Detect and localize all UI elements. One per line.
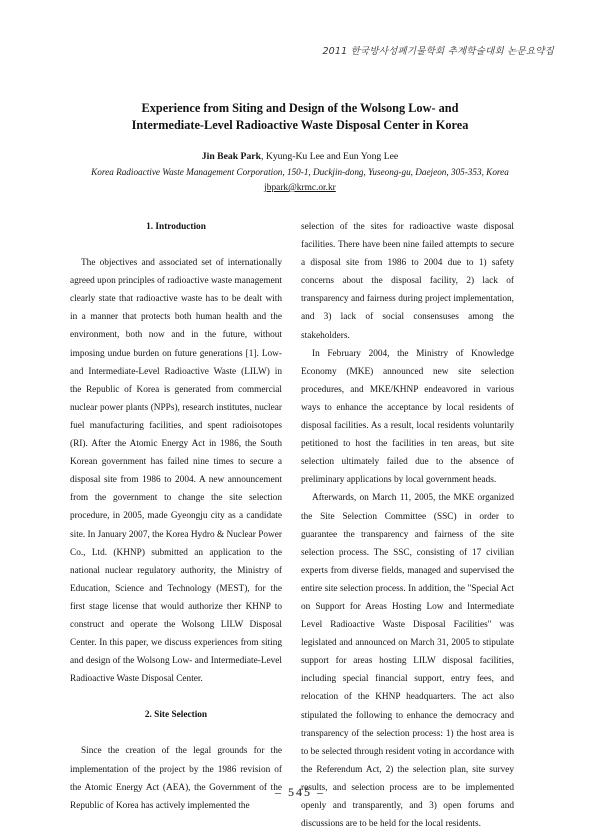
section-heading-introduction: 1. Introduction [146,222,206,232]
co-authors: , Kyung-Ku Lee and Eun Yong Lee [261,151,399,162]
email-link[interactable]: jbpark@krmc.or.kr [264,183,336,193]
site-paragraph-1-continued: selection of the sites for radioactive waste disposal facilities. There have been nine failed attempts to secure a disposal site from 1986 to 2004 due to 1) safety concerns about the disposal facility, 2) lack of transparency and fairness during project implementation, and 3) lack of social consensuses among the stakeholders. [301,222,514,341]
section-heading-site-selection: 2. Site Selection [144,710,208,721]
site-paragraph-3: Afterwards, on March 11, 2005, the MKE organized the Site Selection Committee (SSC) in order to guarantee the transparency and fairness of the site selection process. The SSC, consisting of 17 civilian experts from diverse fields, managed and supervised the entire site selection process. In addition, the "Special Act on Support for Areas Hosting Low and Intermediate Level Radioactive Waste Disposal Facilities" was legislated and announced on March 31, 2005 to stipulate support for areas hosting LILW disposal facilities, including special financial support, entry fees, and relocation of the KHNP headquarters. The act also stipulated the following to enhance the democracy and transparency of the selection process: 1) the host area is to be selected through resident voting in accordance with the Referendum Act, 2) the selection plan, site survey results, and selection process are to be implemented openly and transparently, and 3) open forums and discussions are to be held for the local residents. [301,493,514,830]
page-number: – 545 – [275,785,325,799]
intro-paragraph: The objectives and associated set of internationally agreed upon principles of radioactive waste management clearly state that radioactive waste has to be dealt with in a manner that protects both human health and the environment, both now and in the future, without imposing undue burden on future generations [1]. Low- and Intermediate-Level Radioactive Waste (LILW) in the Republic of Korea is generated from commercial nuclear power plants (NPPs), research institutes, nuclear fuel manufacturing facilities, and spent radioisotopes (RI). After the Atomic Energy Act in 1986, the South Korean government has failed nine times to secure a disposal site from 1986 to 2004. A new announcement from the government to change the site selection procedure, in 2005, made Gyeongju city as a candidate site. In January 2007, the Korea Hydro & Nuclear Power Co., Ltd. (KHNP) submitted an application to the national nuclear regulatory authority, the Ministry of Education, Science and Technology (MEST), for the first stage license that would authorize ther KHNP to construct and operate the Wolsong LILW Disposal Center. In this paper, we discuss experiences from siting and design of the Wolsong Low- and Intermediate-Level Radioactive Waste Disposal Center. [70,258,282,685]
site-paragraph-1-start: Since the creation of the legal grounds for the implementation of the project by the 1986 revision of the Atomic Energy Act (AEA), the Government of the Republic of Korea has actively implemented the [70,746,282,811]
right-column [301,218,514,833]
title-line-1: Experience from Siting and Design of the Wolsong Low- and [141,101,459,115]
corresponding-author: Jin Beak Park [201,151,261,162]
title-line-2: Intermediate-Level Radioactive Waste Disposal Center in Korea [131,118,469,132]
site-paragraph-2: In February 2004, the Ministry of Knowledge Economy (MKE) announced new site selection procedures, and MKE/KHNP endeavored in various ways to enhance the acceptance by local residents of disposal facilities. As a result, local residents voluntarily petitioned to host the facilities in ten areas, but site selection ultimately failed due to the absence of preliminary applications by local government heads. [301,348,514,486]
left-column [70,218,282,815]
proceedings-header: 2011 한국방사성폐기물학회 추계학술대회 논문요약집 [322,46,554,57]
paper-title [100,100,500,134]
email-line [100,183,500,193]
author-line [60,151,540,162]
affiliation: Korea Radioactive Waste Management Corporation, 150-1, Duckjin-dong, Yuseong-gu, Daejeon, 305-353, Korea [91,167,509,177]
